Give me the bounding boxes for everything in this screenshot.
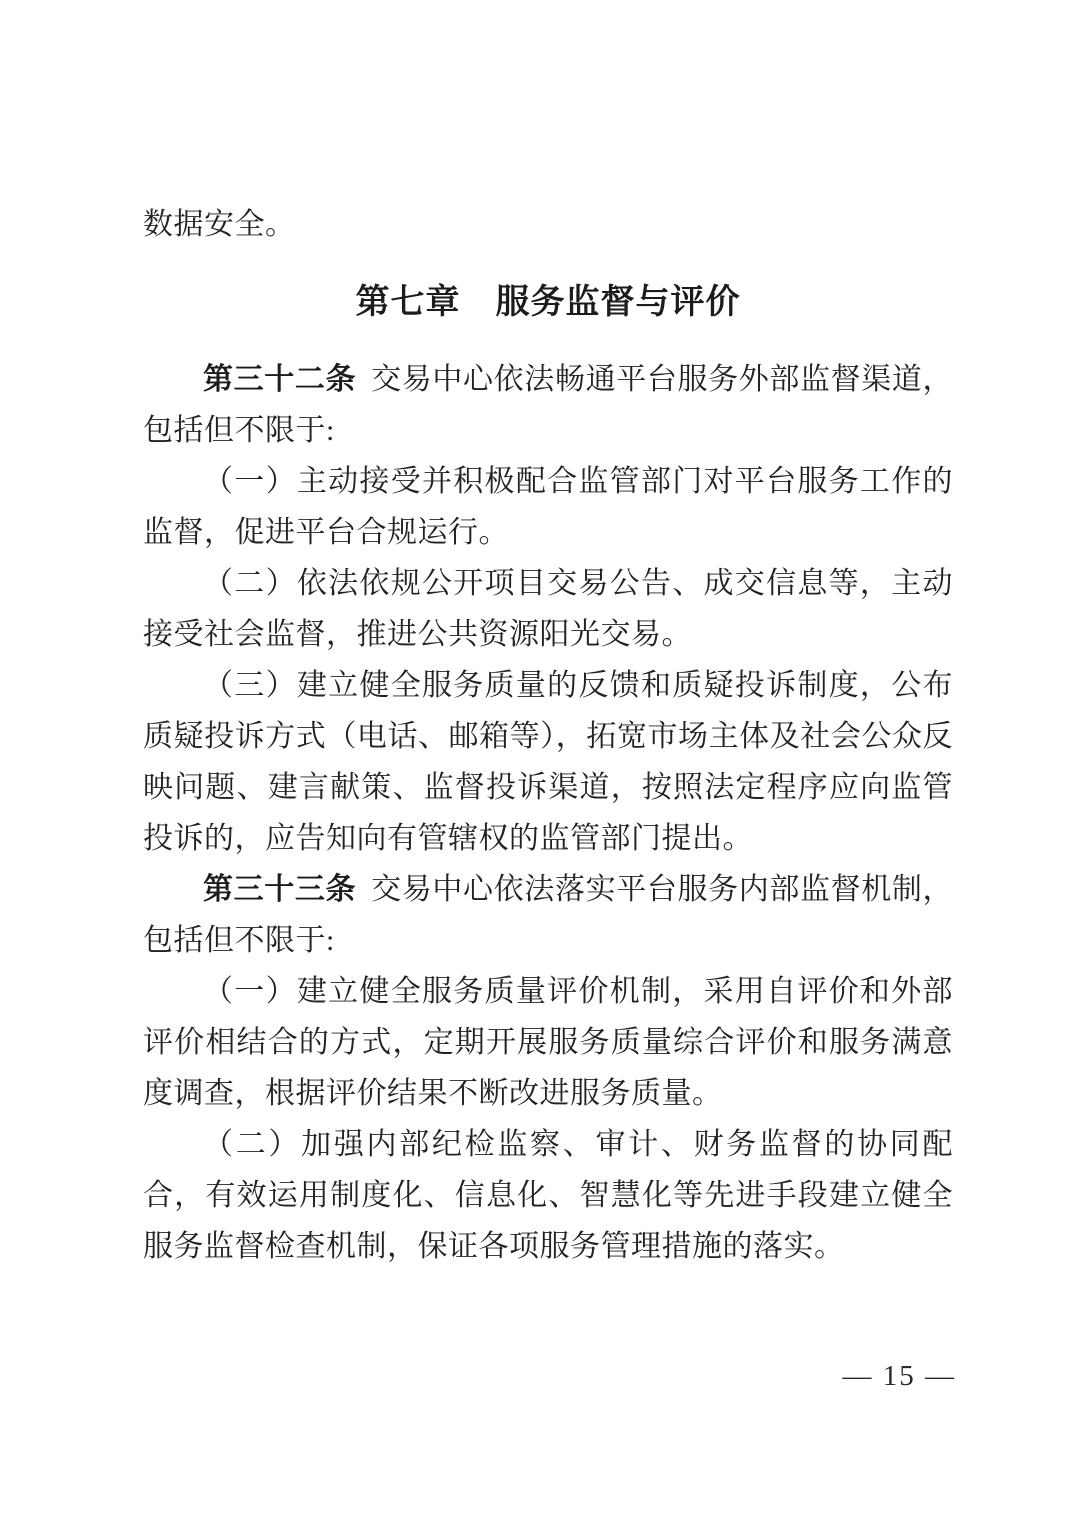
article-number: 第三十二条 — [203, 363, 357, 396]
article-item: （一）建立健全服务质量评价机制，采用自评价和外部评价相结合的方式，定期开展服务质量综合评价和服务满意度调查，根据评价结果不断改进服务质量。 — [143, 975, 953, 1110]
article-intro-text: 交易中心依法落实平台服务内部监督机制，包括但不限于: — [143, 873, 954, 957]
page-number: — 15 — — [842, 1360, 956, 1392]
article-intro — [143, 354, 953, 456]
document-body — [143, 199, 953, 1272]
article-item: （一）主动接受并积极配合监管部门对平台服务工作的监督，促进平台合规运行。 — [143, 465, 953, 549]
article-item: （二）依法依规公开项目交易公告、成交信息等，主动接受社会监督，推进公共资源阳光交易。 — [143, 567, 953, 651]
article-intro — [143, 864, 953, 966]
paragraph-continuation: 数据安全。 — [143, 208, 296, 241]
article-item: （二）加强内部纪检监察、审计、财务监督的协同配合，有效运用制度化、信息化、智慧化等先进手段建立健全服务监督检查机制，保证各项服务管理措施的落实。 — [143, 1128, 953, 1263]
article-intro-text: 交易中心依法畅通平台服务外部监督渠道，包括但不限于: — [143, 363, 954, 447]
chapter-heading: 第七章 服务监督与评价 — [355, 283, 741, 321]
article-number: 第三十三条 — [203, 873, 357, 906]
article-item: （三）建立健全服务质量的反馈和质疑投诉制度，公布质疑投诉方式（电话、邮箱等），拓宽市场主体及社会公众反映问题、建言献策、监督投诉渠道，按照法定程序应向监管投诉的，应告知向有管辖权的监管部门提出。 — [143, 669, 953, 855]
